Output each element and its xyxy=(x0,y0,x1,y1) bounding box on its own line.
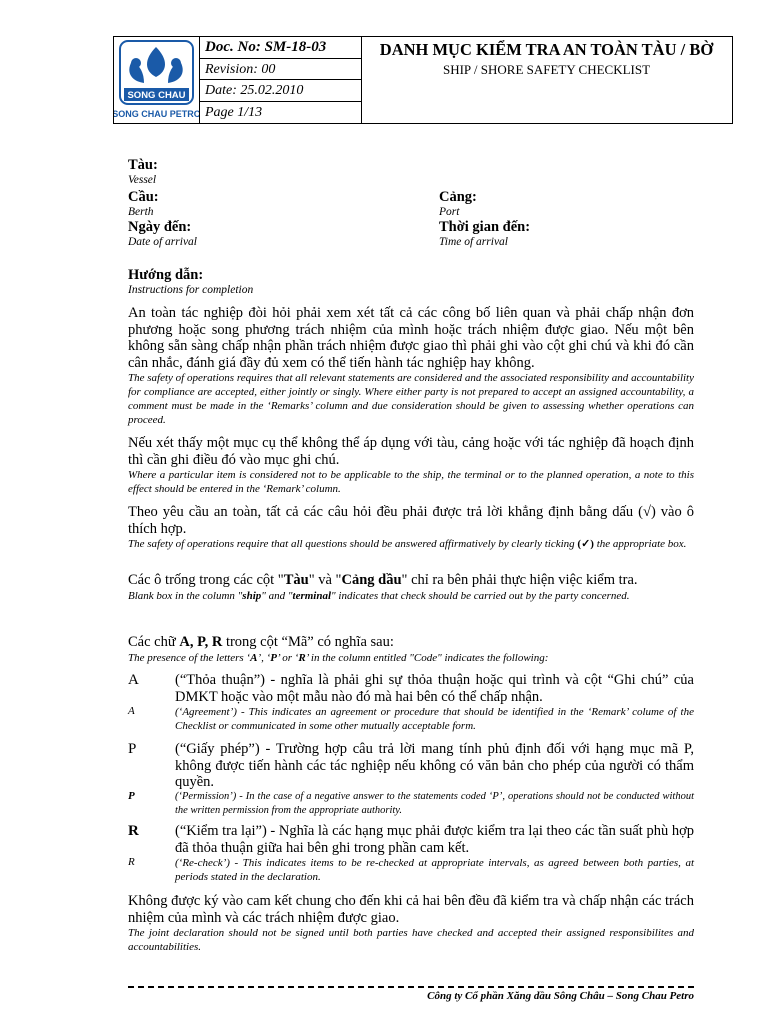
berth-label-en: Berth xyxy=(128,206,154,218)
arrival-date-label-en: Date of arrival xyxy=(128,236,197,248)
vessel-field xyxy=(128,157,158,187)
paragraph-vi: Nếu xét thấy một mục cụ thể không thể áp dụng với tàu, cảng hoặc với tác nghiệp đã hoạch định thì cần ghi điều đó vào mục ghi chú. xyxy=(128,435,694,468)
title-english: SHIP / SHORE SAFETY CHECKLIST xyxy=(442,62,651,77)
paragraph-en: The safety of operations require that all questions should be answered affirmatively by clearly ticking (✓) the appropriate box. xyxy=(128,538,687,550)
code-p-definition-en xyxy=(175,790,694,818)
berth-label: Cầu: xyxy=(128,189,159,205)
instructions-heading-en: Instructions for completion xyxy=(128,284,254,296)
code-letter-a-en: A xyxy=(128,705,135,717)
arrival-date-label: Ngày đến: xyxy=(128,219,192,235)
code-letter-a: A xyxy=(128,672,139,688)
instruction-paragraph-1 xyxy=(128,305,694,427)
arrival-time-field xyxy=(439,219,530,249)
paragraph-en: Blank box in the column "ship" and "terminal" indicates that check should be carried out by the party concerned. xyxy=(128,589,630,602)
code-a-definition-en xyxy=(175,705,694,733)
document-meta xyxy=(199,37,362,123)
arrival-date-field xyxy=(128,219,197,249)
code-r-definition-en xyxy=(175,856,694,884)
paragraph-vi: Các ô trống trong các cột "Tàu" và "Cảng dầu" chỉ ra bên phải thực hiện việc kiểm tra. xyxy=(128,572,638,588)
paragraph-en: Where a particular item is considered not to be applicable to the ship, the terminal or to the planned operation, a note to this effect should be entered in the ‘Remark’ column. xyxy=(128,469,694,495)
paragraph-vi: Các chữ A, P, R trong cột “Mã” có nghĩa sau: xyxy=(128,634,394,650)
instructions-heading xyxy=(128,267,253,297)
document-title xyxy=(361,37,732,123)
tick-icon: (✓) xyxy=(577,538,594,550)
arrival-time-label: Thời gian đến: xyxy=(439,219,531,235)
berth-field xyxy=(128,189,159,219)
definition-vi: (“Kiểm tra lại”) - Nghĩa là các hạng mục phải được kiểm tra lại theo các tần suất phù hợp đã thỏa thuận giữa hai bên ghi trong phần cam kết. xyxy=(175,823,694,856)
footer-divider xyxy=(128,986,694,988)
instruction-paragraph-4 xyxy=(128,572,694,603)
instruction-paragraph-3 xyxy=(128,504,694,551)
closing-en: The joint declaration should not be signed until both parties have checked and accepted their assigned responsibilites and accountabilities. xyxy=(128,927,694,953)
title-vietnamese: DANH MỤC KIỂM TRA AN TOÀN TÀU / BỜ xyxy=(379,40,714,59)
page-footer xyxy=(128,986,694,1002)
doc-number: Doc. No: SM-18-03 xyxy=(199,37,361,59)
arrival-time-label-en: Time of arrival xyxy=(439,236,509,248)
revision: Revision: 00 xyxy=(199,59,361,81)
closing-paragraph xyxy=(128,893,694,954)
logo-caption: SONG CHAU PETRO xyxy=(114,109,199,119)
document-date: Date: 25.02.2010 xyxy=(199,80,361,102)
port-field xyxy=(439,189,477,219)
port-label-en: Port xyxy=(439,206,460,218)
vessel-label: Tàu: xyxy=(128,157,158,173)
code-a-definition xyxy=(175,672,694,705)
instructions-heading-vi: Hướng dẫn: xyxy=(128,267,204,283)
definition-vi: (“Giấy phép”) - Trường hợp câu trả lời mang tính phủ định đối với hạng mục mã P, không được tiến hành các tác nghiệp nếu không có văn bản cho phép của người có thẩm quyền. xyxy=(175,741,694,790)
definition-vi: (“Thỏa thuận”) - nghĩa là phải ghi sự thỏa thuận hoặc qui trình và cột “Ghi chú” của DMKT hoặc vào một mẫu nào đó mà hai bên có thể chấp nhận. xyxy=(175,672,694,705)
code-letter-p-en: P xyxy=(128,790,135,802)
vessel-label-en: Vessel xyxy=(128,174,157,186)
paragraph-en: The safety of operations requires that all relevant statements are considered and the associated responsibility and accountability for compliance are accepted, either jointly or singly. Where either party is not prepared to accept an assigned accountability, a comment must be made in the ‘Remarks’ column and due consideration should be given to assessing whether operations can proceed. xyxy=(128,372,694,426)
code-letter-r: R xyxy=(128,823,139,839)
code-p-definition xyxy=(175,741,694,791)
code-letter-r-en: R xyxy=(128,856,135,868)
closing-vi: Không được ký vào cam kết chung cho đến khi cả hai bên đều đã kiểm tra và chấp nhận các trách nhiệm của mình và các trách nhiệm được giao. xyxy=(128,893,694,926)
logo-text: SONG CHAU xyxy=(127,90,186,101)
definition-en: (‘Permission’) - In the case of a negative answer to the statements coded ‘P’, operations should not be conducted without the written permission from the appropriate authority. xyxy=(175,791,694,816)
port-label: Cảng: xyxy=(439,189,477,205)
song-chau-logo-icon xyxy=(114,37,199,123)
instruction-paragraph-5 xyxy=(128,634,694,665)
definition-en: (‘Agreement’) - This indicates an agreement or procedure that should be identified in the ‘Remark’ colume of the Checklist or communicated in some other mutually acceptable form. xyxy=(175,706,694,732)
page-number: Page 1/13 xyxy=(205,104,263,120)
footer-company: Công ty Cổ phần Xăng dầu Sông Châu – Song Chau Petro xyxy=(427,990,694,1002)
code-r-definition xyxy=(175,823,694,856)
document-header xyxy=(113,36,733,124)
paragraph-vi: Theo yêu cầu an toàn, tất cả các câu hỏi đều phải được trả lời khẳng định bằng dấu (√) vào ô thích hợp. xyxy=(128,504,694,537)
definition-en: (‘Re-check’) - This indicates items to be re-checked at appropriate intervals, as agreed between both parties, at periods stated in the declaration. xyxy=(175,857,694,883)
paragraph-vi: An toàn tác nghiệp đòi hỏi phải xem xét tất cả các công bố liên quan và phải chấp nhận đơn phương hoặc song phương trách nhiệm của mình hoặc trách nhiệm được giao. Nếu một bên không sẵn sàng chấp nhận phần trách nhiệm được giao thì phải ghi vào cột ghi chú và khi đó cần cân nhắc, đánh giá đầy đủ xem có thể tiến hành tác nghiệp hay không. xyxy=(128,305,694,371)
instruction-paragraph-2 xyxy=(128,435,694,496)
company-logo xyxy=(114,37,200,123)
code-letter-p: P xyxy=(128,741,137,757)
paragraph-en: The presence of the letters ‘A’, ‘P’ or ‘R’ in the column entitled "Code" indicates the following: xyxy=(128,651,549,664)
